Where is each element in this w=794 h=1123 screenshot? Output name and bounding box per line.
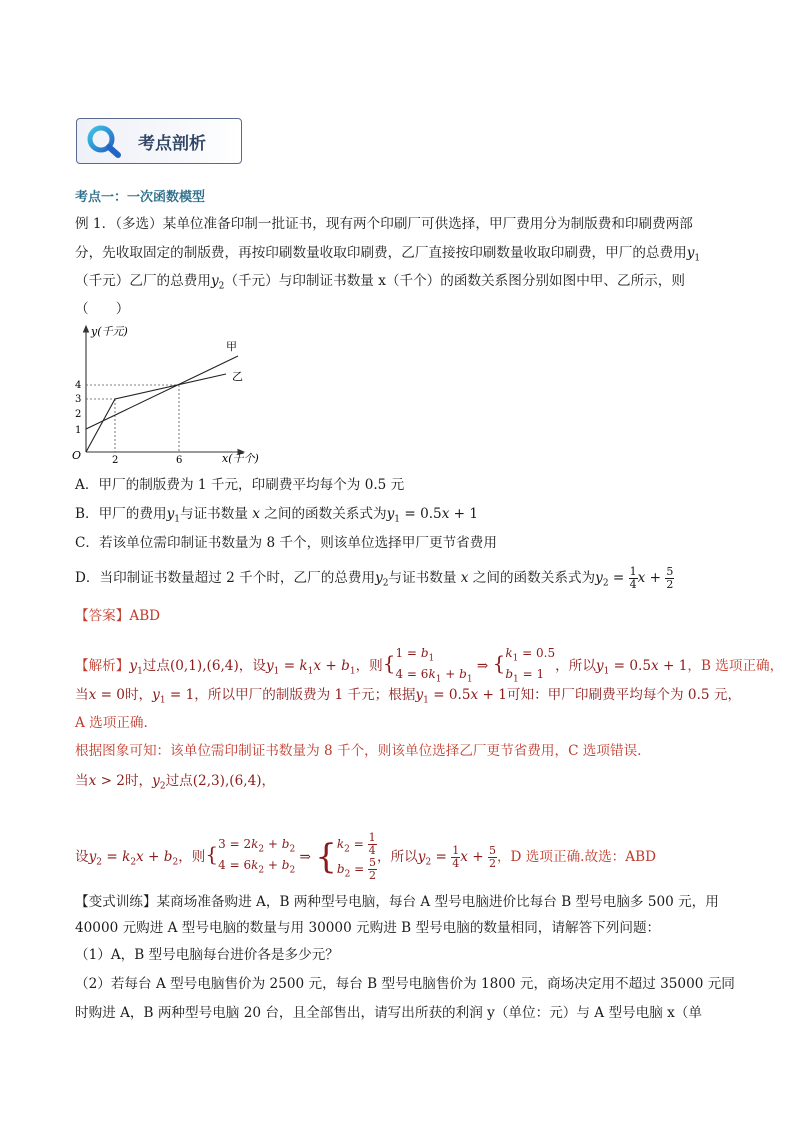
x-tick-6: 6: [176, 455, 183, 466]
analysis-p1a: 过点: [142, 657, 170, 674]
function-graph: [66, 322, 276, 468]
analysis-p2b: 时，: [124, 687, 153, 703]
analysis-label: 【解析】: [75, 657, 130, 674]
analysis-p5d: (2,3),(6,4): [192, 773, 262, 789]
variant-line-3: （1）A，B 型号电脑每台进价各是多少元？: [75, 947, 339, 963]
example-line-2: 分，先收取固定的制版费，再按印刷数量收取印刷费，乙厂直接按印刷数量收取印刷费，甲厂的总费用$y_1$: [75, 245, 701, 264]
y-tick-4: 4: [75, 380, 82, 391]
example-line-3a: （千元）乙厂的总费用: [75, 273, 211, 289]
analysis-p1b: (0,1),(6,4): [169, 657, 239, 674]
option-b: B．甲厂的费用$y_1$与证书数量 x 之间的函数关系式为$y_1 = 0.5x + 1$: [75, 506, 479, 525]
x-axis-label: x(千个): [222, 452, 259, 465]
example-line-4: （ ）: [75, 301, 130, 317]
analysis-p6c: ，所以: [377, 848, 418, 865]
analysis-p1c: ，设: [238, 657, 266, 674]
analysis-line-4: 根据图象可知：该单位需印制证书数量为 8 千个，则该单位选择乙厂更节省费用，C 选项错误.: [75, 743, 642, 759]
y-tick-3: 3: [75, 394, 82, 405]
option-d-1: D．当印制证书数量超过 2 千个时，乙厂的总费用: [75, 570, 376, 586]
variant-line-1: 【变式训练】某商场准备购进 A，B 两种型号电脑，每台 A 型号电脑进价比每台 B 型号电脑多 500 元，用: [75, 894, 719, 910]
analysis-p5b: 时，: [124, 773, 153, 789]
example-line-1: 例 1．（多选）某单位准备印制一批证书，现有两个印刷厂可供选择，甲厂费用分为制版费和印刷费两部: [75, 216, 693, 232]
label-yi: 乙: [232, 370, 243, 383]
section-badge: [76, 118, 242, 164]
analysis-p6b: ，则: [178, 848, 206, 865]
analysis-p1f: ，B 选项正确，: [687, 657, 784, 674]
label-jia: 甲: [226, 340, 237, 353]
y-tick-1: 1: [75, 425, 82, 436]
analysis-p2d: 可知：甲厂印刷费平均每个为 0.5 元，: [506, 687, 742, 703]
answer-value: ABD: [129, 608, 161, 624]
option-d: D．当印制证书数量超过 2 千个时，乙厂的总费用$y_2$与证书数量 x 之间的函数关系式为$y_2$ = $\frac{1}{4}$ x + $\frac{5}{2}$: [75, 565, 674, 591]
line-yi: [86, 374, 226, 452]
analysis-p1d: ，则: [355, 657, 383, 674]
analysis-p6a: 设: [75, 848, 89, 865]
example-line-3: （千元）乙厂的总费用$y_2$（千元）与印制证书数量 x（千个）的函数关系图分别如图中甲、乙所示，则: [75, 273, 685, 292]
variant-line-5: 时购进 A，B 两种型号电脑 20 台，且全部售出，请写出所获的利润 y（单位：元）与 A 型号电脑 x（单: [75, 1005, 702, 1021]
y-tick-2: 2: [75, 409, 82, 420]
answer-label: 【答案】: [75, 608, 130, 624]
analysis-p5a: 当: [75, 773, 89, 789]
option-b-3: 之间的函数关系式为: [264, 506, 387, 522]
example-line-3b: （千元）与印制证书数量 x（千个）的函数关系图分别如图中甲、乙所示，则: [224, 273, 685, 289]
y-axis-label: y(千元): [91, 325, 128, 338]
x-tick-2: 2: [112, 455, 119, 466]
analysis-line-6: 设$y_2 = k_2x + b_2$，则{ $3 = 2k_2 + b_2$ $4 = 6k_2 + b_2$ ⇒ { $k_2$ = $\frac{1}{4}$ $b_2$ = $\frac{5}{2}$ ，所以$y_2$ = $\frac{1}{4}$ x + $\frac{5}{2}$ ，D 选项正确.故选：ABD: [75, 831, 656, 883]
analysis-line-5: 当x > 2时，$y_2$过点(2,3),(6,4)，: [75, 773, 276, 792]
variant-line-4: （2）若每台 A 型号电脑售价为 2500 元，每台 B 型号电脑售价为 1800 元，商场决定用不超过 35000 元同: [75, 976, 735, 992]
option-d-2: 与证书数量: [388, 570, 457, 586]
section-title: 考点一：一次函数模型: [75, 190, 206, 205]
analysis-p2a: 当: [75, 687, 89, 703]
analysis-line-3: A 选项正确.: [75, 715, 148, 731]
analysis-line-2: 当x = 0时，$y_1 = 1$，所以甲厂的制版费为 1 千元；根据$y_1 = 0.5x + 1$可知：甲厂印刷费平均每个为 0.5 元，: [75, 687, 742, 706]
answer: [75, 607, 160, 626]
option-b-2: 与证书数量: [179, 506, 248, 522]
badge-title: 考点剖析: [138, 134, 206, 154]
analysis-p6d: ，D 选项正确.故选：ABD: [496, 848, 656, 865]
search-icon: [86, 124, 122, 158]
option-b-1: B．甲厂的费用: [75, 506, 167, 522]
variant-line-2: 40000 元购进 A 型号电脑的数量与用 30000 元购进 B 型号电脑的数量相同，请解答下列问题：: [75, 920, 661, 936]
analysis-p2c: ，所以甲厂的制版费为 1 千元；根据: [194, 687, 416, 703]
analysis-line-1: 【解析】$y_1$过点(0,1),(6,4)，设$y_1 = k_1x + b_1$，则{ $1 = b_1$ $4 = 6k_1 + b_1$ ⇒ { $k_1 = 0.5$ $b_1 = 1$ ，所以$y_1 = 0.5x + 1$，B 选项正确，: [75, 646, 784, 685]
option-a: A．甲厂的制版费为 1 千元，印刷费平均每个为 0.5 元: [75, 477, 405, 493]
option-d-3: 之间的函数关系式为: [472, 570, 596, 586]
analysis-p5c: 过点: [165, 773, 193, 789]
example-line-2-text: 分，先收取固定的制版费，再按印刷数量收取印刷费，乙厂直接按印刷数量收取印刷费，甲厂的总费用: [75, 245, 687, 261]
line-jia: [86, 356, 238, 429]
origin-label: O: [72, 449, 82, 462]
analysis-p1e: ，所以: [555, 657, 596, 674]
option-c: C．若该单位需印制证书数量为 8 千个，则该单位选择甲厂更节省费用: [75, 535, 497, 551]
